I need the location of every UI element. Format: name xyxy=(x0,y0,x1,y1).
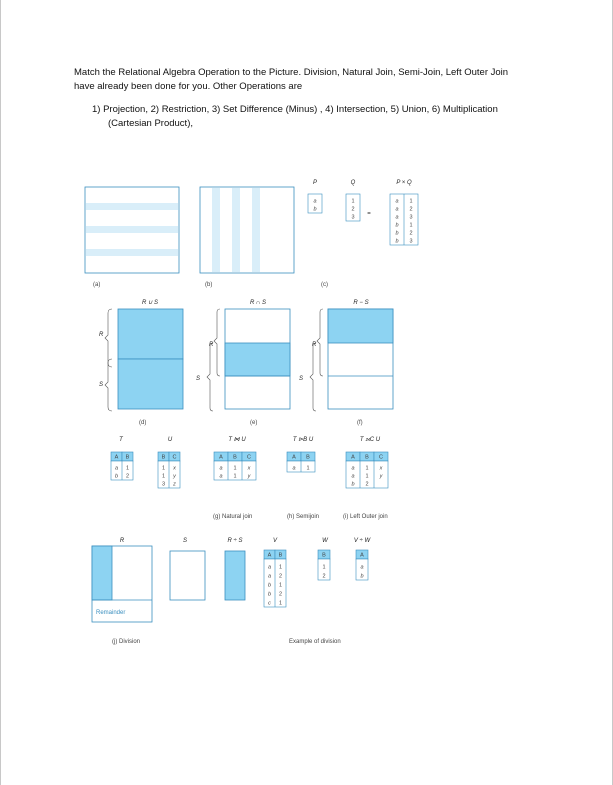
table-natural-header: C xyxy=(247,454,251,461)
table-Q-cell: 1 xyxy=(351,198,355,205)
panel-f xyxy=(299,300,393,426)
difference-label-R: R xyxy=(312,342,317,348)
label-W: W xyxy=(322,538,328,544)
panel-e xyxy=(196,300,290,426)
table-V-cell: 1 xyxy=(278,582,283,589)
caption-j: (j) Division xyxy=(112,639,141,645)
table-outer-cell: y xyxy=(379,473,383,480)
label-RminusS: R − S xyxy=(353,300,369,306)
table-PxQ-cell: b xyxy=(395,230,399,237)
panel-c-tables xyxy=(308,194,418,245)
label-P: P xyxy=(312,180,318,186)
table-T-table xyxy=(111,452,133,480)
panel-a-stripe-3 xyxy=(86,249,178,256)
table-T-cell: 2 xyxy=(125,473,130,480)
table-T-cell: 1 xyxy=(125,465,130,472)
panel-c xyxy=(308,180,418,288)
panel-division-example xyxy=(264,538,371,645)
table-semi-header: A xyxy=(292,454,296,461)
difference-R-brace xyxy=(317,309,323,376)
panel-b xyxy=(200,187,294,288)
table-U-header: B xyxy=(161,454,166,461)
table-V-cell: b xyxy=(267,582,272,589)
panel-joins xyxy=(111,437,388,520)
table-PxQ-cell: 2 xyxy=(409,206,413,213)
operations-line-2: (Cartesian Product), xyxy=(108,118,194,129)
label-V: V xyxy=(272,538,278,544)
table-outer-header: C xyxy=(379,454,383,461)
union-S-block xyxy=(118,359,183,409)
table-V-cell: a xyxy=(267,564,272,571)
table-U-cell: z xyxy=(173,481,176,488)
label-remainder: Remainder xyxy=(96,610,126,616)
caption-i: (i) Left Outer join xyxy=(343,514,388,520)
table-natural-cell: 1 xyxy=(233,473,237,480)
table-natural-cell: x xyxy=(247,465,251,472)
union-R-block xyxy=(118,309,183,359)
table-T-cell: b xyxy=(114,473,119,480)
table-U-header: C xyxy=(172,454,177,461)
panel-a-stripe-1 xyxy=(86,203,178,210)
label-semijoin: T ⊳B U xyxy=(292,437,314,443)
table-V-table xyxy=(264,550,286,607)
division-example-tables xyxy=(264,550,368,607)
table-U-cell: x xyxy=(173,465,176,472)
table-VdivW-table xyxy=(356,550,368,580)
difference-label-S: S xyxy=(299,376,304,382)
table-natural-cell: a xyxy=(219,473,223,480)
division-R-key xyxy=(92,546,112,600)
table-Q-cell: 3 xyxy=(351,214,355,221)
caption-e: (e) xyxy=(250,420,258,426)
table-semi-cell: 1 xyxy=(306,465,310,472)
label-RnS: R ∩ S xyxy=(250,300,266,306)
table-P-cell: a xyxy=(313,198,317,205)
table-PxQ-cell: 1 xyxy=(409,222,413,229)
difference-S-brace xyxy=(310,343,316,411)
caption-b: (b) xyxy=(205,282,213,288)
table-U-table xyxy=(158,452,180,488)
table-VdivW-header: A xyxy=(360,552,364,559)
table-T-cell: a xyxy=(114,465,119,472)
table-PxQ-cell: a xyxy=(395,198,399,205)
table-PxQ-table xyxy=(390,194,418,245)
caption-h: (h) Semijoin xyxy=(287,514,320,520)
panel-j xyxy=(92,538,245,645)
table-outer-header: A xyxy=(351,454,355,461)
equals-sign: = xyxy=(367,211,371,217)
label-RdivS: R ÷ S xyxy=(227,538,243,544)
label-leftouter: T ⟕C U xyxy=(359,437,381,443)
label-RuS: R ∪ S xyxy=(141,300,159,306)
intersection-label-R: R xyxy=(209,342,214,348)
division-label-S: S xyxy=(182,538,188,544)
caption-a: (a) xyxy=(93,282,101,288)
table-V-cell: c xyxy=(268,600,271,607)
table-PxQ-cell: 2 xyxy=(409,230,413,237)
label-VdivW: V ÷ W xyxy=(353,538,371,544)
label-U: U xyxy=(167,437,173,443)
union-R-brace xyxy=(105,309,112,367)
table-natural-cell: y xyxy=(247,473,251,480)
table-outer-cell: a xyxy=(351,473,355,480)
table-natural-header: B xyxy=(233,454,237,461)
division-result-box xyxy=(225,551,245,600)
table-natural-table xyxy=(214,452,256,480)
table-outer-header: B xyxy=(365,454,369,461)
table-semi-header: B xyxy=(306,454,310,461)
table-Q-cell: 2 xyxy=(351,206,355,213)
join-tables xyxy=(111,452,388,488)
table-U-cell: 3 xyxy=(161,481,166,488)
caption-d: (d) xyxy=(139,420,147,426)
caption-g: (g) Natural join xyxy=(213,514,253,520)
table-Q-table xyxy=(346,194,360,221)
difference-result xyxy=(328,309,393,343)
table-PxQ-cell: a xyxy=(395,214,399,221)
caption-example: Example of division xyxy=(289,639,341,645)
union-label-R: R xyxy=(99,332,104,338)
table-PxQ-cell: b xyxy=(395,238,399,245)
operations-line-1: 1) Projection, 2) Restriction, 3) Set Difference (Minus) , 4) Intersection, 5) Union, 6) Multiplication xyxy=(92,104,498,115)
table-P-cell: b xyxy=(313,206,317,213)
instructions-line-1: Match the Relational Algebra Operation to the Picture. Division, Natural Join, Semi-Join, Left Outer Join xyxy=(74,67,509,78)
table-P-table xyxy=(308,194,322,213)
label-Q: Q xyxy=(350,180,356,186)
table-PxQ-cell: a xyxy=(395,206,399,213)
table-U-cell: 1 xyxy=(161,473,166,480)
table-V-cell: a xyxy=(267,573,272,580)
table-V-header: A xyxy=(267,552,272,559)
table-outer-cell: 2 xyxy=(365,481,369,488)
label-T: T xyxy=(119,437,123,443)
table-VdivW-cell: a xyxy=(360,564,364,571)
table-natural-cell: 1 xyxy=(233,465,237,472)
table-T-header: B xyxy=(125,454,130,461)
table-outer-table xyxy=(346,452,388,488)
table-W-cell: 2 xyxy=(322,573,326,580)
caption-c: (c) xyxy=(321,282,328,288)
table-VdivW-cell: b xyxy=(360,573,364,580)
union-label-S: S xyxy=(99,382,104,388)
panel-b-stripe-2 xyxy=(232,188,240,272)
table-outer-cell: b xyxy=(351,481,355,488)
table-W-header: B xyxy=(322,552,326,559)
intersection-S-brace xyxy=(207,343,213,411)
table-V-cell: 1 xyxy=(278,564,283,571)
table-W-table xyxy=(318,550,330,580)
table-U-cell: 1 xyxy=(161,465,166,472)
label-natjoin: T ⋈ U xyxy=(228,437,246,443)
table-V-cell: b xyxy=(267,591,272,598)
table-U-cell: y xyxy=(173,473,176,480)
table-natural-header: A xyxy=(219,454,223,461)
table-semi-table xyxy=(287,452,315,472)
table-V-cell: 2 xyxy=(278,591,283,598)
intersection-label-S: S xyxy=(196,376,201,382)
panel-a-stripe-2 xyxy=(86,226,178,233)
table-V-cell: 1 xyxy=(278,600,283,607)
table-outer-cell: x xyxy=(379,465,383,472)
panel-b-stripe-3 xyxy=(252,188,260,272)
table-semi-cell: a xyxy=(292,465,296,472)
intersection-overlap xyxy=(225,343,290,376)
table-PxQ-cell: 3 xyxy=(409,238,413,245)
panel-b-stripe-1 xyxy=(212,188,220,272)
division-S-box xyxy=(170,551,205,600)
caption-f: (f) xyxy=(357,420,363,426)
intersection-R-brace xyxy=(214,309,220,376)
table-PxQ-cell: 1 xyxy=(409,198,413,205)
table-outer-cell: 1 xyxy=(365,473,369,480)
table-PxQ-cell: b xyxy=(395,222,399,229)
table-V-header: B xyxy=(278,552,283,559)
table-T-header: A xyxy=(114,454,119,461)
panel-a xyxy=(85,187,179,288)
table-outer-cell: a xyxy=(351,465,355,472)
table-W-cell: 1 xyxy=(322,564,326,571)
label-PxQ: P × Q xyxy=(396,180,412,186)
instructions-line-2: have already been done for you. Other Operations are xyxy=(74,81,303,92)
table-PxQ-cell: 3 xyxy=(409,214,413,221)
table-V-cell: 2 xyxy=(278,573,283,580)
table-outer-cell: 1 xyxy=(365,465,369,472)
panel-d xyxy=(99,300,183,426)
table-natural-cell: a xyxy=(219,465,223,472)
division-label-R: R xyxy=(119,538,125,544)
